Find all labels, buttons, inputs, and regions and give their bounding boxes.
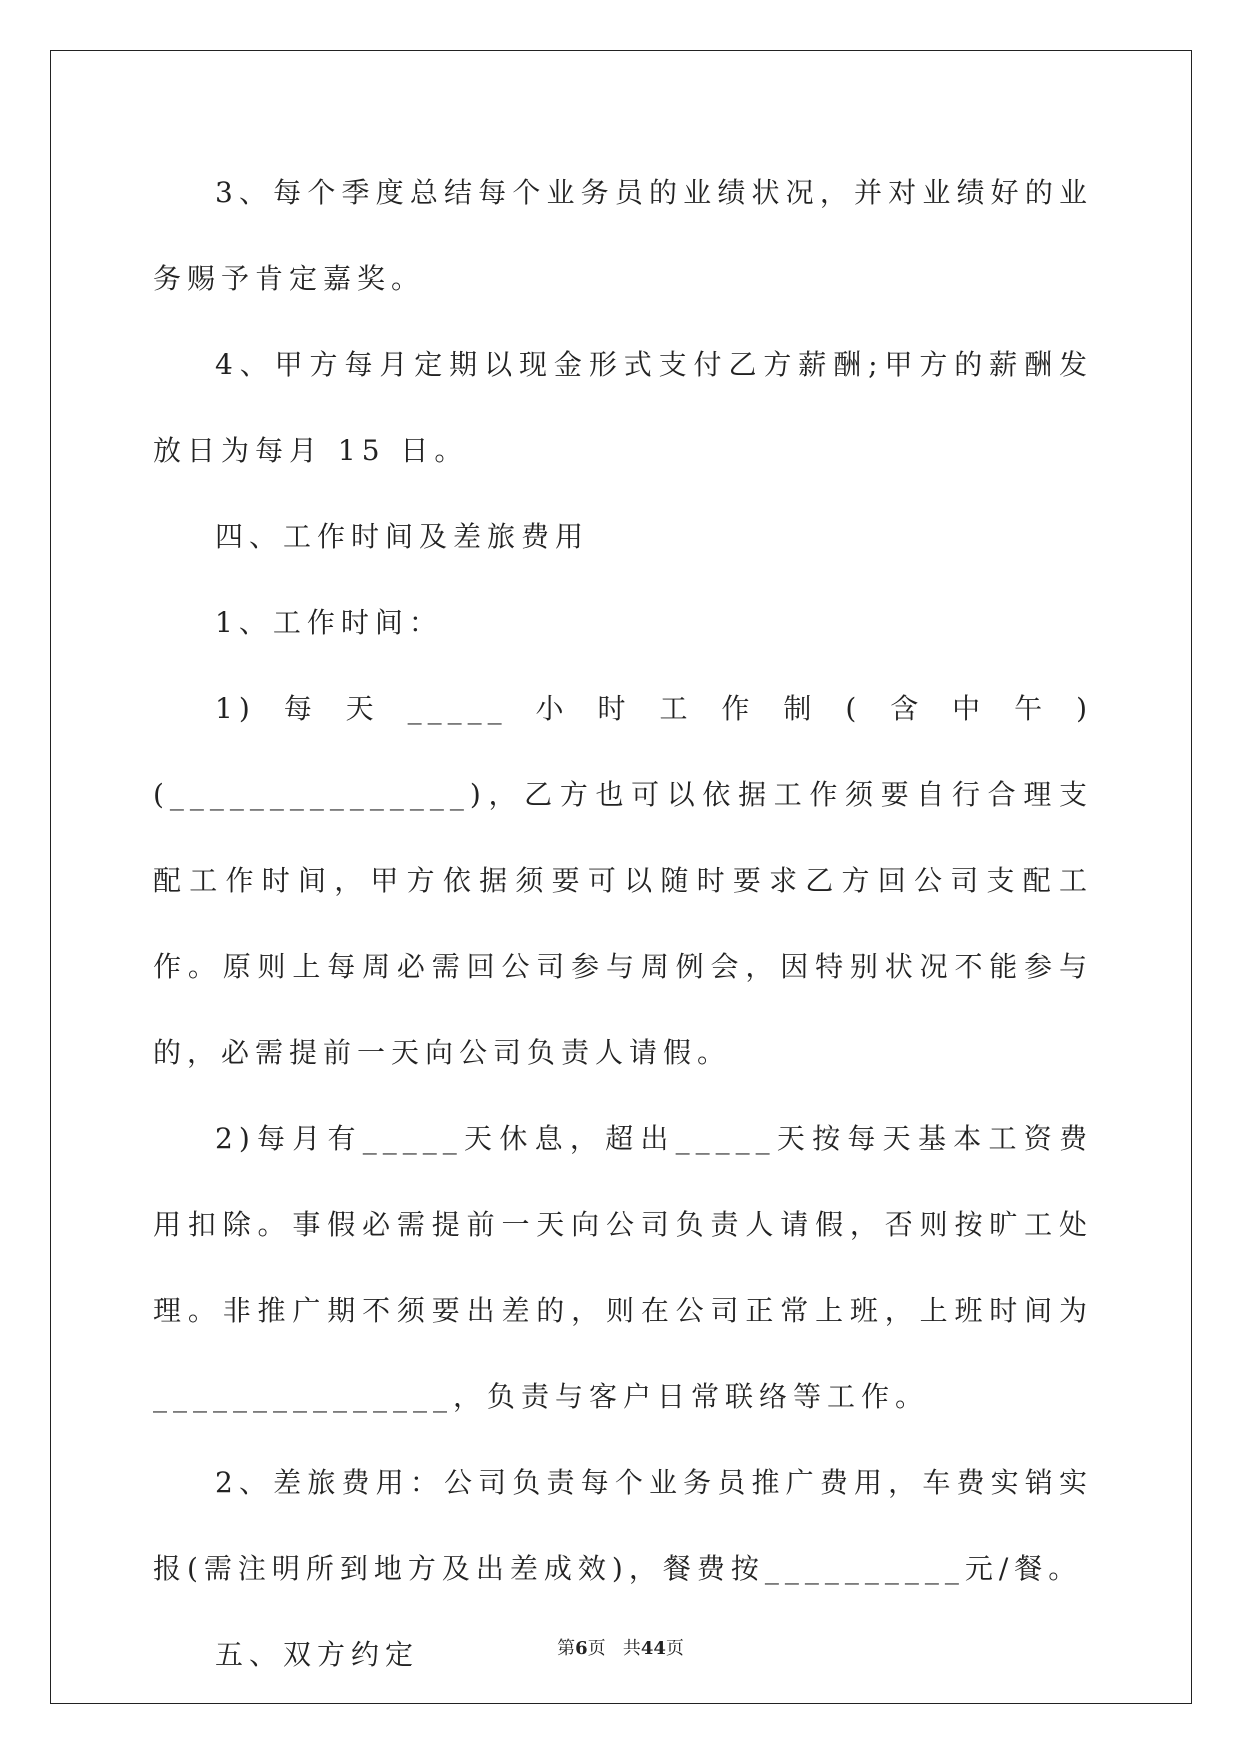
- paragraph-daily-hours: 1)每天_____小时工作制(含中午)(_______________)，乙方也可以依据工作须要自行合理支配工作时间，甲方依据须要可以随时要求乙方回公司支配工作。原则上每周必需回公司参与周例会，因特别状况不能参与的，必需提前一天向公司负责人请假。: [153, 692, 1093, 1069]
- paragraph-monthly-rest: 2)每月有_____天休息，超出_____天按每天基本工资费用扣除。事假必需提前一天向公司负责人请假，否则按旷工处理。非推广期不须要出差的，则在公司正常上班，上班时间为_______________，负责与客户日常联络等工作。: [153, 1122, 1093, 1413]
- footer-total-prefix: 共: [622, 1638, 641, 1659]
- paragraph-travel-expenses: 2、差旅费用：公司负责每个业务员推广费用，车费实销实报(需注明所到地方及出差成效)，餐费按__________元/餐。: [153, 1466, 1093, 1585]
- footer-page-number: 6: [575, 1638, 588, 1659]
- section-heading-agreement: 五、双方约定: [215, 1638, 420, 1671]
- footer-page-suffix: 页: [587, 1638, 606, 1659]
- section-heading-work-time: 四、工作时间及差旅费用: [215, 520, 590, 553]
- subheading-work-time: 1、工作时间：: [215, 606, 443, 639]
- paragraph-quarterly-review: 3、每个季度总结每个业务员的业绩状况，并对业绩好的业务赐予肯定嘉奖。: [153, 176, 1093, 295]
- document-body: [153, 150, 1093, 1698]
- paragraph-salary-payment: 4、甲方每月定期以现金形式支付乙方薪酬;甲方的薪酬发放日为每月 15 日。: [153, 348, 1093, 467]
- footer-total-suffix: 页: [665, 1638, 684, 1659]
- footer-prefix: 第: [557, 1638, 576, 1659]
- footer-total-pages: 44: [640, 1638, 666, 1659]
- page-footer: [0, 1634, 1241, 1660]
